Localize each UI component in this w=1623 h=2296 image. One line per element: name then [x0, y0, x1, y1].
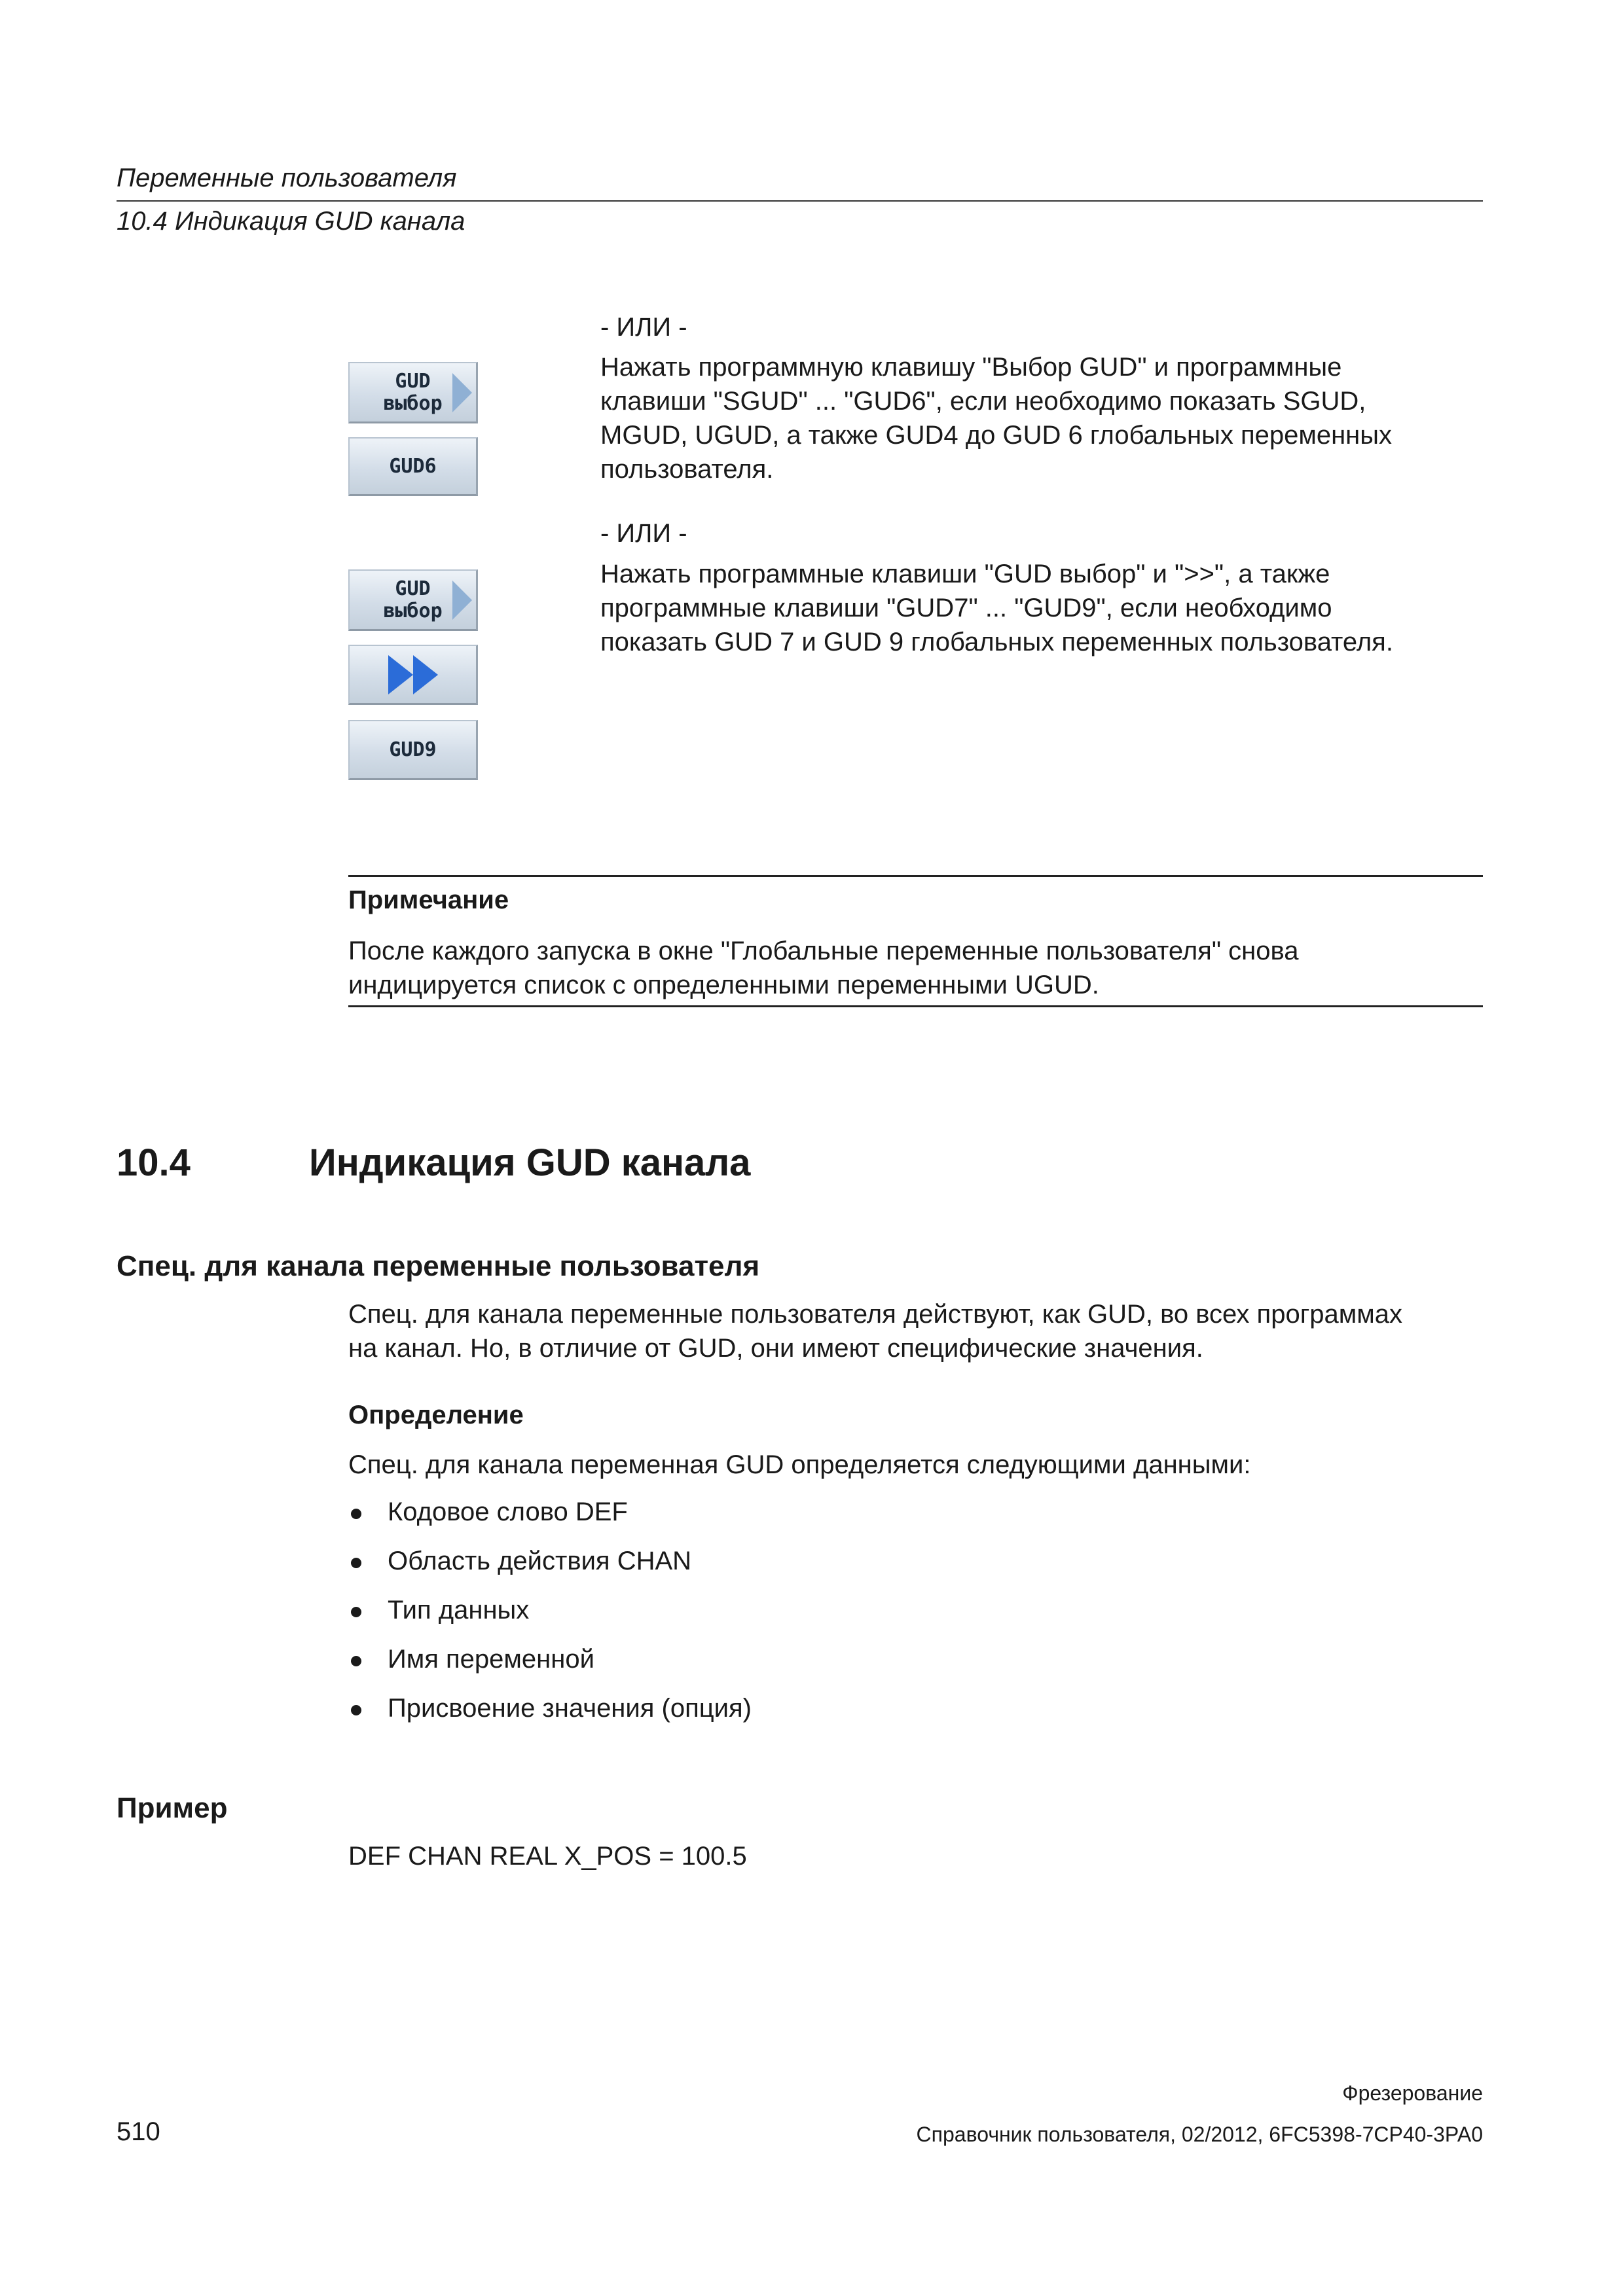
page-number: 510 — [117, 2117, 160, 2146]
softkey-label-line2: выбор — [383, 599, 443, 622]
text-line: пользователя. — [600, 455, 774, 484]
example-title: Пример — [117, 1792, 228, 1824]
list-item-text: Тип данных — [388, 1596, 530, 1624]
instruction-paragraph-1 — [600, 350, 1483, 486]
gud6-softkey[interactable] — [348, 437, 478, 496]
text-line: индицируется список с определенными переменными UGUD. — [348, 971, 1099, 999]
text-line: на канал. Но, в отличие от GUD, они имеют специфические значения. — [348, 1334, 1203, 1363]
text-line: клавиши "SGUD" ... "GUD6", если необходимо показать SGUD, — [600, 387, 1366, 416]
text-line: MGUD, UGUD, а также GUD4 до GUD 6 глобальных переменных — [600, 421, 1393, 450]
subsection-body — [348, 1297, 1483, 1365]
definition-title: Определение — [348, 1401, 524, 1429]
list-item-text: Область действия CHAN — [388, 1547, 692, 1575]
note-body — [348, 934, 1483, 1002]
fast-forward-icon — [388, 655, 438, 694]
gud-select-softkey[interactable] — [348, 362, 478, 423]
list-item-text: Кодовое слово DEF — [388, 1498, 628, 1526]
more-softkey[interactable] — [348, 645, 478, 705]
bullet-icon — [351, 1509, 361, 1519]
list-item-text: Присвоение значения (опция) — [388, 1694, 752, 1723]
note-title: Примечание — [348, 886, 509, 914]
note-top-rule — [348, 875, 1483, 877]
bullet-icon — [351, 1558, 361, 1568]
bullet-icon — [351, 1656, 361, 1666]
text-line: Спец. для канала переменные пользователя действуют, как GUD, во всех программах — [348, 1300, 1403, 1329]
example-code: DEF CHAN REAL X_POS = 100.5 — [348, 1842, 747, 1871]
running-header-section: 10.4 Индикация GUD канала — [117, 207, 465, 236]
bullet-icon — [351, 1705, 361, 1715]
softkey-label-line1: GUD — [395, 369, 431, 393]
arrow-right-icon — [452, 581, 472, 620]
or-separator: - ИЛИ - — [600, 519, 687, 548]
text-line: показать GUD 7 и GUD 9 глобальных переменных пользователя. — [600, 628, 1393, 656]
softkey-label-line2: выбор — [383, 391, 443, 415]
list-item-text: Имя переменной — [388, 1645, 594, 1674]
instruction-paragraph-2 — [600, 557, 1483, 659]
definition-intro: Спец. для канала переменная GUD определяется следующими данными: — [348, 1450, 1251, 1479]
subsection-title: Спец. для канала переменные пользователя — [117, 1250, 760, 1282]
note-bottom-rule — [348, 1005, 1483, 1007]
text-line: Нажать программные клавиши "GUD выбор" и ">>", а также — [600, 560, 1330, 588]
or-separator: - ИЛИ - — [600, 313, 687, 342]
footer-product: Фрезерование — [1342, 2081, 1483, 2105]
arrow-right-icon — [452, 373, 472, 412]
section-title: Индикация GUD канала — [309, 1141, 751, 1184]
softkey-label-line1: GUD — [395, 577, 431, 600]
header-divider — [117, 200, 1483, 202]
gud-select-softkey-2[interactable] — [348, 569, 478, 631]
text-line: После каждого запуска в окне "Глобальные переменные пользователя" снова — [348, 937, 1299, 965]
text-line: Нажать программную клавишу "Выбор GUD" и программные — [600, 353, 1342, 382]
running-header-chapter: Переменные пользователя — [117, 164, 457, 192]
bullet-icon — [351, 1607, 361, 1617]
text-line: программные клавиши "GUD7" ... "GUD9", если необходимо — [600, 594, 1332, 622]
softkey-label: GUD6 — [389, 454, 437, 478]
section-number: 10.4 — [117, 1141, 191, 1184]
gud9-softkey[interactable] — [348, 720, 478, 780]
footer-document-id: Справочник пользователя, 02/2012, 6FC5398-7CP40-3PA0 — [916, 2123, 1483, 2146]
softkey-label: GUD9 — [389, 738, 437, 761]
